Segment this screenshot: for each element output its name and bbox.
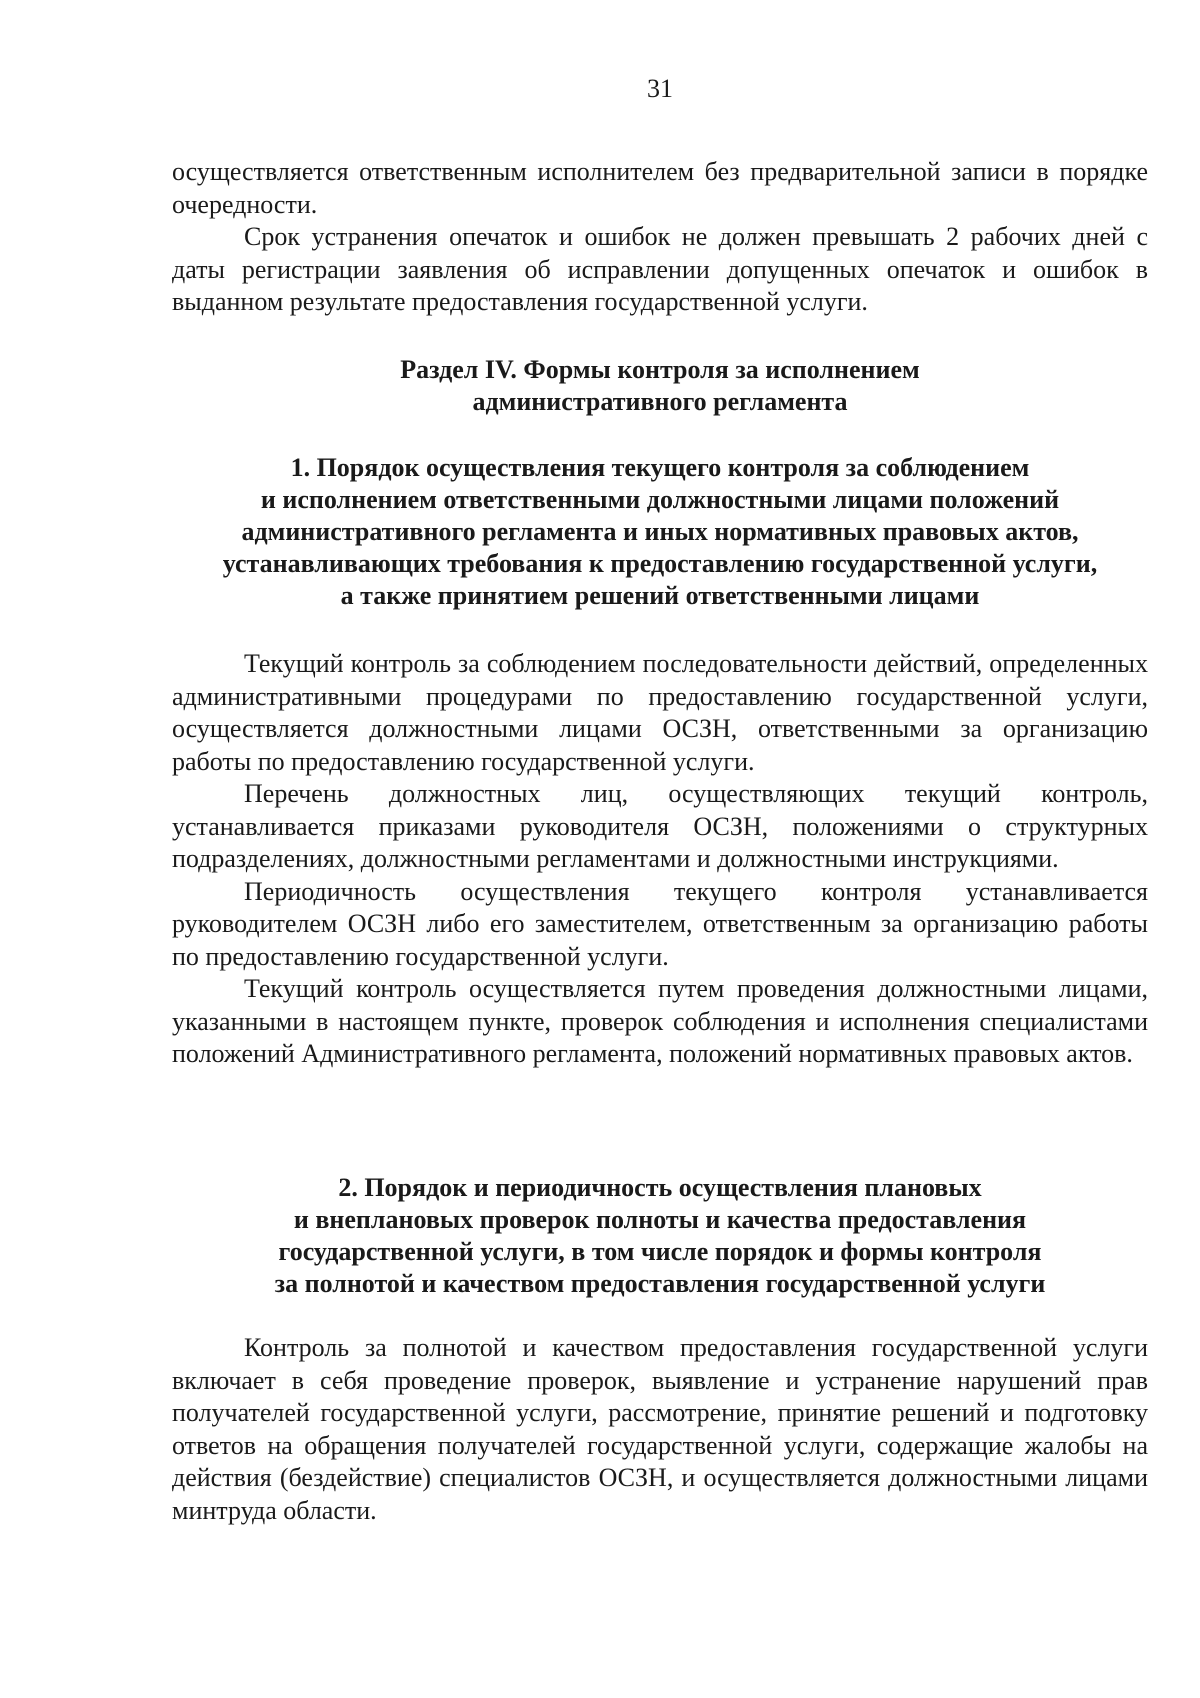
correction-deadline-paragraph: Срок устранения опечаток и ошибок не должен превышать 2 рабочих дней с даты регистрации заявления об исправлении допущенных опечаток и ошибок в выданном результате предоставления государственной услуги. (172, 222, 1148, 316)
subsection-1-heading-line: административного регламента и иных нормативных правовых актов, (241, 517, 1079, 546)
continuation-text-block (172, 156, 1148, 319)
body-paragraph: Перечень должностных лиц, осуществляющих текущий контроль, устанавливается приказами руководителя ОСЗН, положениями о структурных подразделениях, должностными регламентами и должностными инструкциями. (172, 779, 1148, 873)
subsection-1-heading-line: и исполнением ответственными должностными лицами положений (260, 485, 1060, 514)
body-paragraph: Периодичность осуществления текущего контроля устанавливается руководителем ОСЗН либо его заместителем, ответственным за организацию работы по предоставлению государственной услуги. (172, 876, 1148, 971)
page-number: 31 (647, 74, 673, 103)
subsection-2-heading-line: за полнотой и качеством предоставления государственной услуги (274, 1269, 1046, 1298)
body-paragraph: Текущий контроль за соблюдением последовательности действий, определенных административными процедурами по предоставлению государственной услуги, осуществляется должностными лицами ОСЗН, ответственными за организацию работы по предоставлению государственной услуги. (172, 649, 1148, 776)
subsection-1-heading-line: 1. Порядок осуществления текущего контроля за соблюдением (290, 453, 1030, 482)
section-heading-line: административного регламента (472, 387, 848, 416)
subsection-2-heading-line: 2. Порядок и периодичность осуществления плановых (338, 1173, 982, 1202)
subsection-1-heading-line: а также принятием решений ответственными лицами (340, 581, 980, 610)
subsection-2-heading (172, 1172, 1148, 1300)
subsection-1-heading-line: устанавливающих требования к предоставлению государственной услуги, (222, 549, 1098, 578)
subsection-2-heading-line: государственной услуги, в том числе порядок и формы контроля (278, 1237, 1042, 1266)
section-heading-line: Раздел IV. Формы контроля за исполнением (400, 355, 920, 384)
section-heading (172, 354, 1148, 418)
subsection-2-heading-line: и внеплановых проверок полноты и качества предоставления (293, 1205, 1027, 1234)
subsection-1-text-block (172, 648, 1148, 1071)
document-page (172, 0, 1148, 1698)
subsection-2-text-block (172, 1332, 1148, 1527)
subsection-1-heading (172, 452, 1148, 612)
body-paragraph: Текущий контроль осуществляется путем проведения должностными лицами, указанными в настоящем пункте, проверок соблюдения и исполнения специалистами положений Административного регламента, положений нормативных правовых актов. (172, 974, 1148, 1068)
body-paragraph: Контроль за полнотой и качеством предоставления государственной услуги включает в себя проведение проверок, выявление и устранение нарушений прав получателей государственной услуги, рассмотрение, принятие решений и подготовку ответов на обращения получателей государственной услуги, содержащие жалобы на действия (бездействие) специалистов ОСЗН, и осуществляется должностными лицами минтруда области. (172, 1333, 1148, 1525)
continuation-paragraph: осуществляется ответственным исполнителем без предварительной записи в порядке очередности. (172, 157, 1148, 219)
